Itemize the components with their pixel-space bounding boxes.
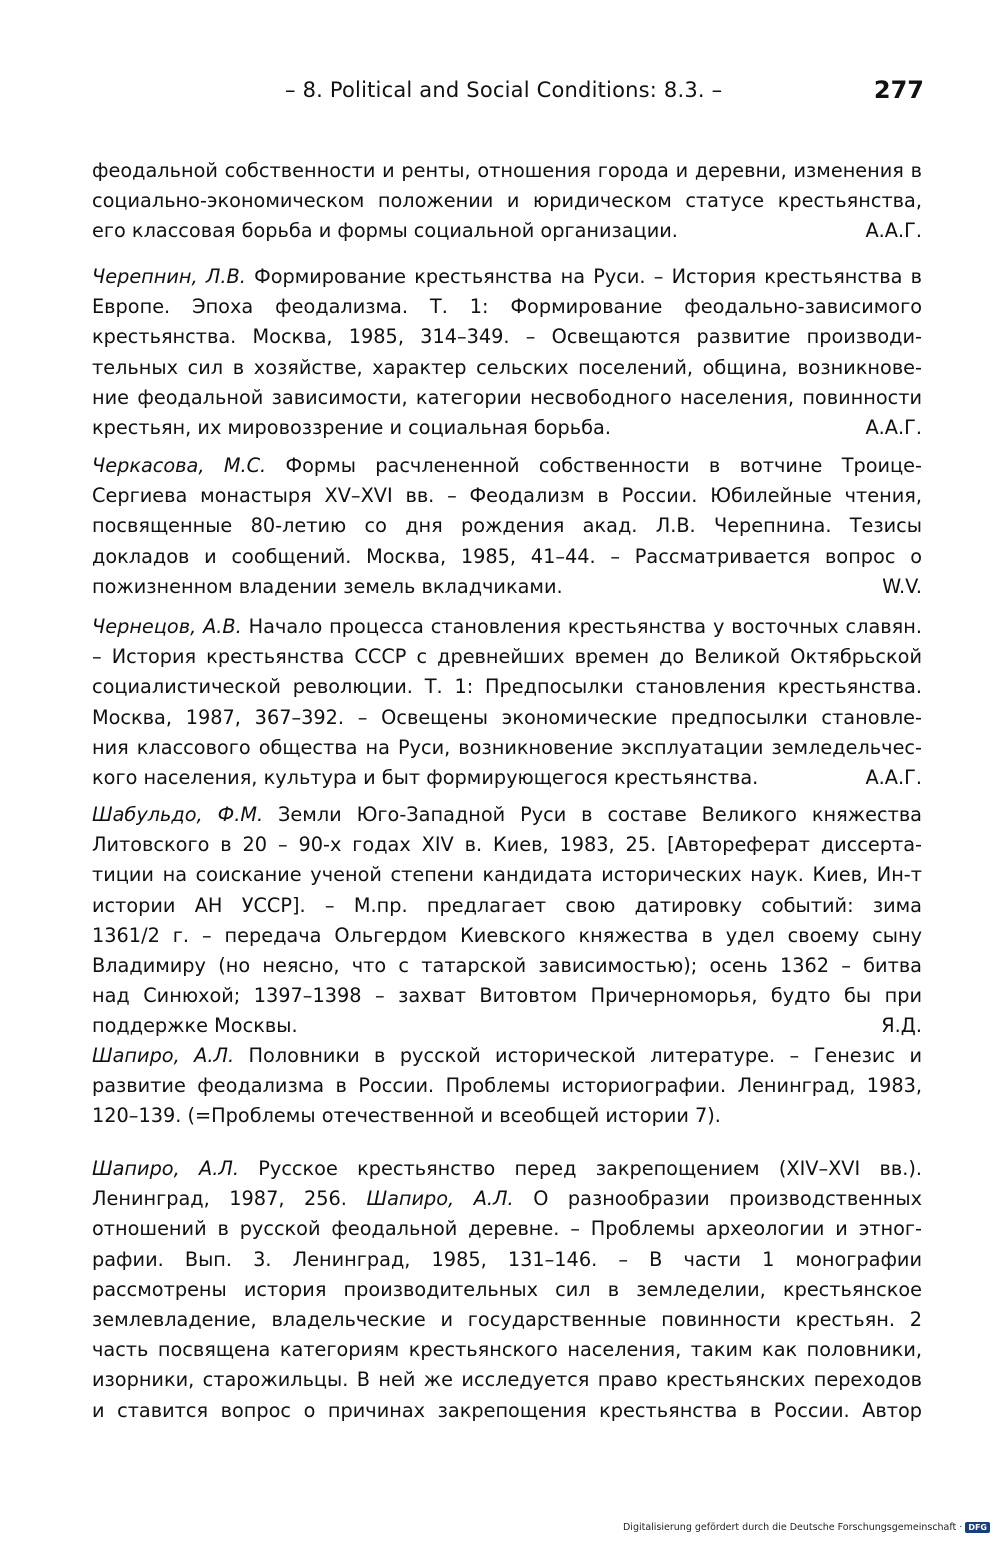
entry-text: Формы расчлененной собственности в вотчине Троице- (285, 454, 922, 477)
entry-line: Владимиру (но неясно, что с татарской зависимостью); осень 1362 – битва (92, 954, 922, 978)
entry-line: развитие феодализма в России. Проблемы историографии. Ленинград, 1983, (92, 1074, 922, 1098)
page-number: 277 (873, 76, 924, 104)
entry-text: Половники в русской исторической литературе. – Генезис и (248, 1044, 923, 1067)
entry-text: О разнообразии производственных (533, 1187, 922, 1211)
entry-line (92, 262, 922, 292)
entry-line (92, 1184, 922, 1214)
entry-line (92, 1154, 922, 1184)
entry-line: Европе. Эпоха феодализма. Т. 1: Формирование феодально-зависимого (92, 295, 922, 319)
entry-line: 1361/2 г. – передача Ольгердом Киевского княжества в удел своему сыну (92, 923, 922, 947)
entry-text: кого населения, культура и быт формирующегося крестьянства. (92, 766, 759, 790)
entry-line: изорники, старожильцы. В ней же исследуется право крестьянских переходов (92, 1368, 922, 1392)
entry-line: социалистической революции. Т. 1: Предпосылки становления крестьянства. (92, 675, 922, 699)
entry-line (92, 216, 922, 246)
entry-line: Литовского в 20 – 90-х годах XIV в. Киев, 1983, 25. [Автореферат диссерта- (92, 833, 922, 857)
entry-line: – История крестьянства СССР с древнейших времен до Великой Октябрьской (92, 645, 922, 669)
entry-line: рафии. Вып. 3. Ленинград, 1985, 131–146. – В части 1 монографии (92, 1247, 922, 1271)
entry-line (92, 572, 922, 602)
entry-line: Москва, 1987, 367–392. – Освещены экономические предпосылки становле- (92, 705, 922, 729)
entry-text: Земли Юго-Западной Руси в составе Великого княжества (278, 803, 922, 826)
entry-line (92, 451, 922, 481)
entry-author: Шапиро, А.Л. (92, 1044, 235, 1067)
reviewer-signature: А.А.Г. (865, 766, 922, 790)
entry-author: Шапиро, А.Л. (92, 1157, 239, 1180)
entry-author: Шабульдо, Ф.М. (92, 803, 264, 826)
bibliography-entry (92, 451, 922, 602)
bibliography-entry (92, 262, 922, 443)
entry-line: 120–139. (=Проблемы отечественной и всеобщей истории 7). (92, 1104, 721, 1128)
entry-line: рассмотрены история производительных сил в земледелии, крестьянское (92, 1277, 922, 1301)
footer-text: Digitalisierung gefördert durch die Deutsche Forschungsgemeinschaft · (622, 1522, 963, 1533)
entry-line (92, 1011, 922, 1041)
entry-line: докладов и сообщений. Москва, 1985, 41–44. – Рассматривается вопрос о (92, 544, 922, 568)
reviewer-signature: W.V. (882, 574, 922, 598)
entry-line: и ставится вопрос о причинах закрепощения крестьянства в России. Автор (92, 1398, 922, 1422)
entry-line: Сергиева монастыря XV–XVI вв. – Феодализм в России. Юбилейные чтения, (92, 484, 922, 508)
bibliography-entry (92, 800, 922, 1042)
entry-text: Ленинград, 1987, 256. (92, 1187, 347, 1211)
entry-author: Шапиро, А.Л. (366, 1187, 514, 1211)
entry-line: феодальной собственности и ренты, отношения города и деревни, изменения в (92, 159, 922, 182)
entry-text: Формирование крестьянства на Руси. – История крестьянства в (254, 265, 922, 288)
entry-line: над Синюхой; 1397–1398 – захват Витовтом Причерноморья, будто бы при (92, 984, 922, 1008)
entry-line: истории АН УССР]. – М.пр. предлагает свою датировку событий: зима (92, 893, 922, 917)
reviewer-signature: А.А.Г. (865, 219, 922, 243)
entry-line: землевладение, владельческие и государственные повинности крестьян. 2 (92, 1308, 922, 1332)
entry-line (92, 800, 922, 830)
entry-line (92, 763, 922, 793)
reviewer-signature: А.А.Г. (865, 416, 922, 440)
running-head: – 8. Political and Social Conditions: 8.3. – (285, 78, 723, 102)
digitization-footer (623, 1522, 990, 1533)
bibliography-entry (92, 156, 922, 247)
entry-line: ние феодальной зависимости, категории несвободного населения, повинности (92, 385, 922, 409)
entry-line (92, 1041, 922, 1071)
entry-author: Чернецов, А.В. (92, 615, 242, 638)
entry-text: пожизненном владении земель вкладчиками. (92, 574, 563, 598)
entry-text: Начало процесса становления крестьянства у восточных славян. (248, 615, 922, 638)
entry-author: Черепнин, Л.В. (92, 265, 246, 288)
entry-author: Черкасова, М.С. (92, 454, 267, 477)
entry-line (92, 413, 922, 443)
bibliography-entry (92, 1154, 922, 1426)
entry-line (92, 612, 922, 642)
entry-text: поддержке Москвы. (92, 1014, 298, 1038)
dfg-logo: DFG (965, 1522, 990, 1533)
bibliography-entry (92, 612, 922, 793)
entry-line: тельных сил в хозяйстве, характер сельских поселений, община, возникнове- (92, 355, 922, 379)
entry-text: Русское крестьянство перед закрепощением (XIV–XVI вв.). (258, 1157, 922, 1180)
entry-text: крестьян, их мировоззрение и социальная борьба. (92, 416, 611, 440)
entry-line: социально-экономическом положении и юридическом статусе крестьянства, (92, 189, 922, 213)
bibliography-entry (92, 1041, 922, 1132)
entry-line: крестьянства. Москва, 1985, 314–349. – Освещаются развитие производи- (92, 325, 922, 349)
entry-line: отношений в русской феодальной деревне. – Проблемы археологии и этног- (92, 1217, 922, 1241)
entry-line: часть посвящена категориям крестьянского населения, таким как половники, (92, 1338, 922, 1362)
reviewer-signature: Я.Д. (881, 1014, 922, 1038)
entry-line: ния классового общества на Руси, возникновение эксплуатации земледельчес- (92, 735, 922, 759)
entry-line: тиции на соискание ученой степени кандидата исторических наук. Киев, Ин-т (92, 863, 922, 887)
entry-line: посвященные 80-летию со дня рождения акад. Л.В. Черепнина. Тезисы (92, 514, 922, 538)
entry-text: его классовая борьба и формы социальной организации. (92, 219, 678, 243)
